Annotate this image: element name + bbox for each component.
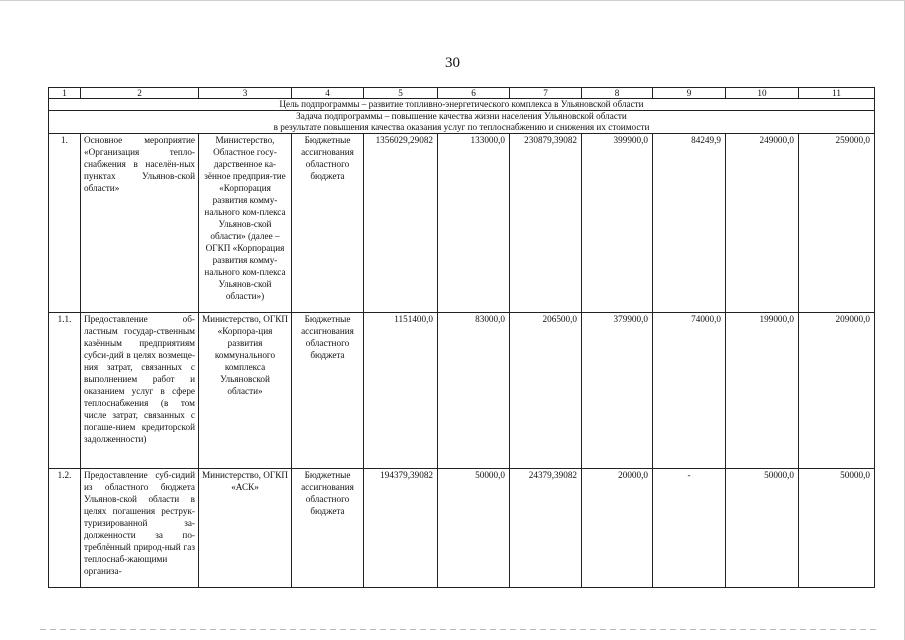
total-amount: 1356029,29082: [364, 134, 438, 313]
column-header: 8: [582, 88, 653, 99]
goal-row: [49, 99, 875, 111]
total-amount: 1151400,0: [364, 313, 438, 469]
amount-col-6: 133000,0: [438, 134, 510, 313]
table-row: [49, 134, 875, 313]
amount-col-10: 50000,0: [726, 469, 799, 588]
row-number: 1.: [49, 134, 81, 313]
table-row: [49, 313, 875, 469]
activity-name: Предоставление об-ластным государ-ственным казённым предприятиям субси-дий в целях возмеще-ния затрат, связанных с выполнением работ и оказанием услуг в сфере теплоснабжения (в том числе затрат, связанных с погаше-нием кредиторской задолженности): [81, 313, 199, 469]
task-row: [49, 111, 875, 134]
row-number: 1.1.: [49, 313, 81, 469]
total-amount: 194379,39082: [364, 469, 438, 588]
scan-border-top: [0, 0, 905, 1]
column-header: 4: [292, 88, 364, 99]
amount-col-10: 199000,0: [726, 313, 799, 469]
column-header: 6: [438, 88, 510, 99]
amount-col-7: 24379,39082: [510, 469, 582, 588]
column-header: 9: [653, 88, 726, 99]
executor: Министерство, Областное госу-дарственное ка-зённое предприя-тие «Корпорация развития комму-нального ком-плекса Ульянов-ской области» (далее – ОГКП «Корпорация развития комму-нального ком-плекса Ульянов-ской области»): [199, 134, 292, 313]
column-header: 10: [726, 88, 799, 99]
amount-col-11: 50000,0: [799, 469, 875, 588]
column-header: 2: [81, 88, 199, 99]
column-header: 1: [49, 88, 81, 99]
amount-col-9: -: [653, 469, 726, 588]
subprogram-task: [49, 111, 875, 134]
column-header: 3: [199, 88, 292, 99]
subprogram-goal: Цель подпрограммы – развитие топливно-энергетического комплекса в Ульяновской области: [49, 99, 875, 111]
amount-col-8: 399900,0: [582, 134, 653, 313]
amount-col-6: 50000,0: [438, 469, 510, 588]
column-header: 7: [510, 88, 582, 99]
amount-col-7: 230879,39082: [510, 134, 582, 313]
task-line-2: в результате повышения качества оказания услуг по теплоснабжению и снижения их стоимости: [273, 122, 650, 132]
column-header: 5: [364, 88, 438, 99]
task-line-1: Задача подпрограммы – повышение качества жизни населения Ульяновской области: [296, 111, 627, 121]
activity-name: Основное мероприятие «Организация тепло-снабжения в населён-ных пунктах Ульянов-ской области»: [81, 134, 199, 313]
amount-col-11: 259000,0: [799, 134, 875, 313]
budget-table: [48, 87, 875, 588]
activity-name: Предоставление суб-сидий из областного бюджета Ульянов-ской области в целях погашения реструк-туризированной за-долженности за по-треблённый природ-ный газ теплоснаб-жающими организа-: [81, 469, 199, 588]
amount-col-8: 20000,0: [582, 469, 653, 588]
scan-artifact-line: [40, 629, 880, 630]
executor: Министерство, ОГКП «АСК»: [199, 469, 292, 588]
column-number-row: [49, 88, 875, 99]
amount-col-6: 83000,0: [438, 313, 510, 469]
column-header: 11: [799, 88, 875, 99]
executor: Министерство, ОГКП «Корпора-ция развития коммунального комплекса Ульяновской области»: [199, 313, 292, 469]
amount-col-9: 74000,0: [653, 313, 726, 469]
amount-col-8: 379900,0: [582, 313, 653, 469]
amount-col-9: 84249,9: [653, 134, 726, 313]
funding-source: Бюджетные ассигнования областного бюджета: [292, 469, 364, 588]
row-number: 1.2.: [49, 469, 81, 588]
page-number: 30: [445, 55, 460, 71]
amount-col-7: 206500,0: [510, 313, 582, 469]
funding-source: Бюджетные ассигнования областного бюджета: [292, 134, 364, 313]
amount-col-11: 209000,0: [799, 313, 875, 469]
table-row: [49, 469, 875, 588]
funding-source: Бюджетные ассигнования областного бюджета: [292, 313, 364, 469]
amount-col-10: 249000,0: [726, 134, 799, 313]
